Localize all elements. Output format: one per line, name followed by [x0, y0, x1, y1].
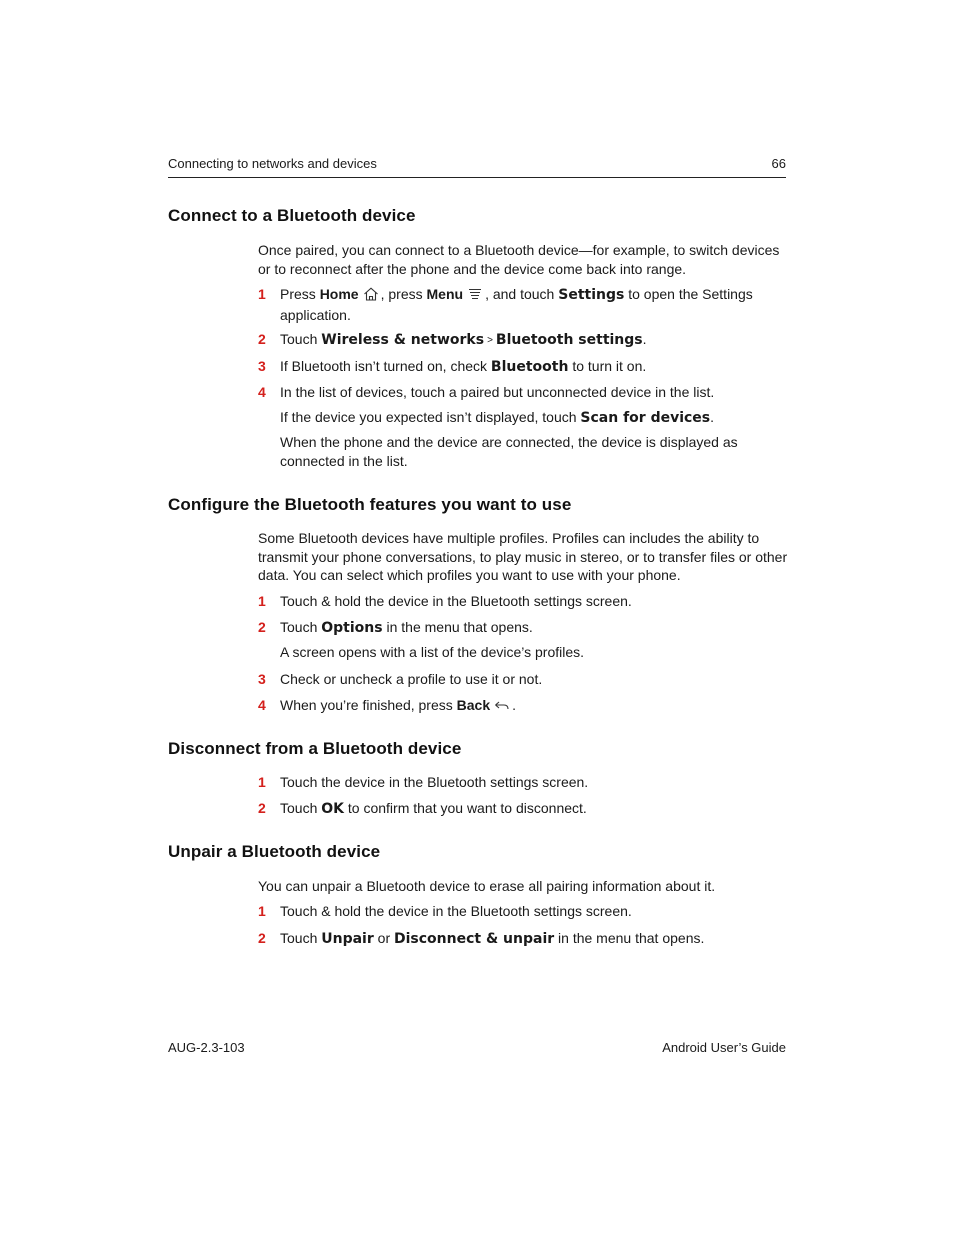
connect-step-1: 1 Press Home , press Menu , and touch Settings to open the Settings application. — [258, 286, 753, 323]
configure-step-3: 3 Check or uncheck a profile to use it or not. — [258, 671, 543, 687]
step-number: 3 — [258, 671, 266, 687]
step-number: 2 — [258, 930, 266, 946]
unpair-step-2: 2 Touch Unpair or Disconnect & unpair in the menu that opens. — [258, 930, 705, 947]
step-number: 1 — [258, 774, 266, 790]
step-number: 4 — [258, 697, 266, 713]
step-number: 2 — [258, 800, 266, 816]
page-header — [168, 155, 786, 178]
connect-step-2: 2 Touch Wireless & networks > Bluetooth settings. — [258, 331, 647, 348]
step-number: 1 — [258, 593, 266, 609]
disconnect-step-1: 1 Touch the device in the Bluetooth settings screen. — [258, 774, 589, 790]
unpair-step-1: 1 Touch & hold the device in the Bluetooth settings screen. — [258, 903, 632, 919]
section-title-unpair: Unpair a Bluetooth device — [168, 842, 381, 861]
configure-step-1: 1 Touch & hold the device in the Bluetooth settings screen. — [258, 593, 632, 609]
step-number: 2 — [258, 331, 266, 347]
connect-note-scan: If the device you expected isn’t displayed, touch Scan for devices. — [280, 409, 715, 426]
ok-label: OK — [321, 801, 344, 817]
breadcrumb-separator: > — [487, 335, 493, 346]
settings-label: Settings — [558, 287, 625, 303]
step-number: 2 — [258, 619, 266, 635]
connect-step-4: 4 In the list of devices, touch a paired but unconnected device in the list. — [258, 384, 715, 400]
connect-step-3: 3 If Bluetooth isn’t turned on, check Bluetooth to turn it on. — [258, 358, 647, 375]
configure-note: A screen opens with a list of the device’s profiles. — [280, 644, 585, 660]
step-number: 1 — [258, 903, 266, 919]
disconnect-unpair-label: Disconnect & unpair — [394, 931, 555, 947]
back-key-label: Back — [456, 697, 491, 713]
configure-step-4: 4 When you’re finished, press Back . — [258, 696, 788, 717]
step-number: 3 — [258, 358, 266, 374]
scan-for-devices-label: Scan for devices — [580, 410, 711, 426]
step-number: 1 — [258, 286, 266, 302]
disconnect-step-2: 2 Touch OK to confirm that you want to disconnect. — [258, 800, 587, 817]
connect-intro: Once paired, you can connect to a Bluetooth device—for example, to switch devices or to reconnect after the phone and the device come back into range. — [258, 242, 780, 277]
home-icon — [363, 287, 379, 306]
bluetooth-label: Bluetooth — [490, 359, 569, 375]
menu-key-label: Menu — [426, 286, 464, 302]
home-key-label: Home — [319, 286, 359, 302]
connect-note-connected: When the phone and the device are connected, the device is displayed as connected in the list. — [280, 434, 738, 469]
step-number: 4 — [258, 384, 266, 400]
page-number: 66 — [771, 156, 786, 171]
menu-icon — [467, 287, 483, 306]
configure-step-2: 2 Touch Options in the menu that opens. — [258, 619, 533, 636]
section-title-connect: Connect to a Bluetooth device — [168, 206, 416, 225]
chapter-title: Connecting to networks and devices — [168, 156, 377, 171]
options-label: Options — [321, 620, 383, 636]
unpair-label: Unpair — [321, 931, 374, 947]
footer-doc-id: AUG-2.3-103 — [168, 1040, 245, 1055]
configure-intro: Some Bluetooth devices have multiple profiles. Profiles can includes the ability to transmit your phone conversations, to play music in stereo, or to transfer files or other data. You can select which profiles you want to use with your phone. — [258, 530, 788, 583]
unpair-intro: You can unpair a Bluetooth device to erase all pairing information about it. — [258, 878, 716, 894]
bluetooth-settings-label: Bluetooth settings — [495, 332, 643, 348]
footer-guide-title: Android User’s Guide — [662, 1040, 786, 1055]
section-title-disconnect: Disconnect from a Bluetooth device — [168, 739, 462, 758]
wireless-networks-label: Wireless & networks — [321, 332, 485, 348]
back-arrow-icon — [494, 698, 510, 717]
section-title-configure: Configure the Bluetooth features you want to use — [168, 495, 572, 514]
